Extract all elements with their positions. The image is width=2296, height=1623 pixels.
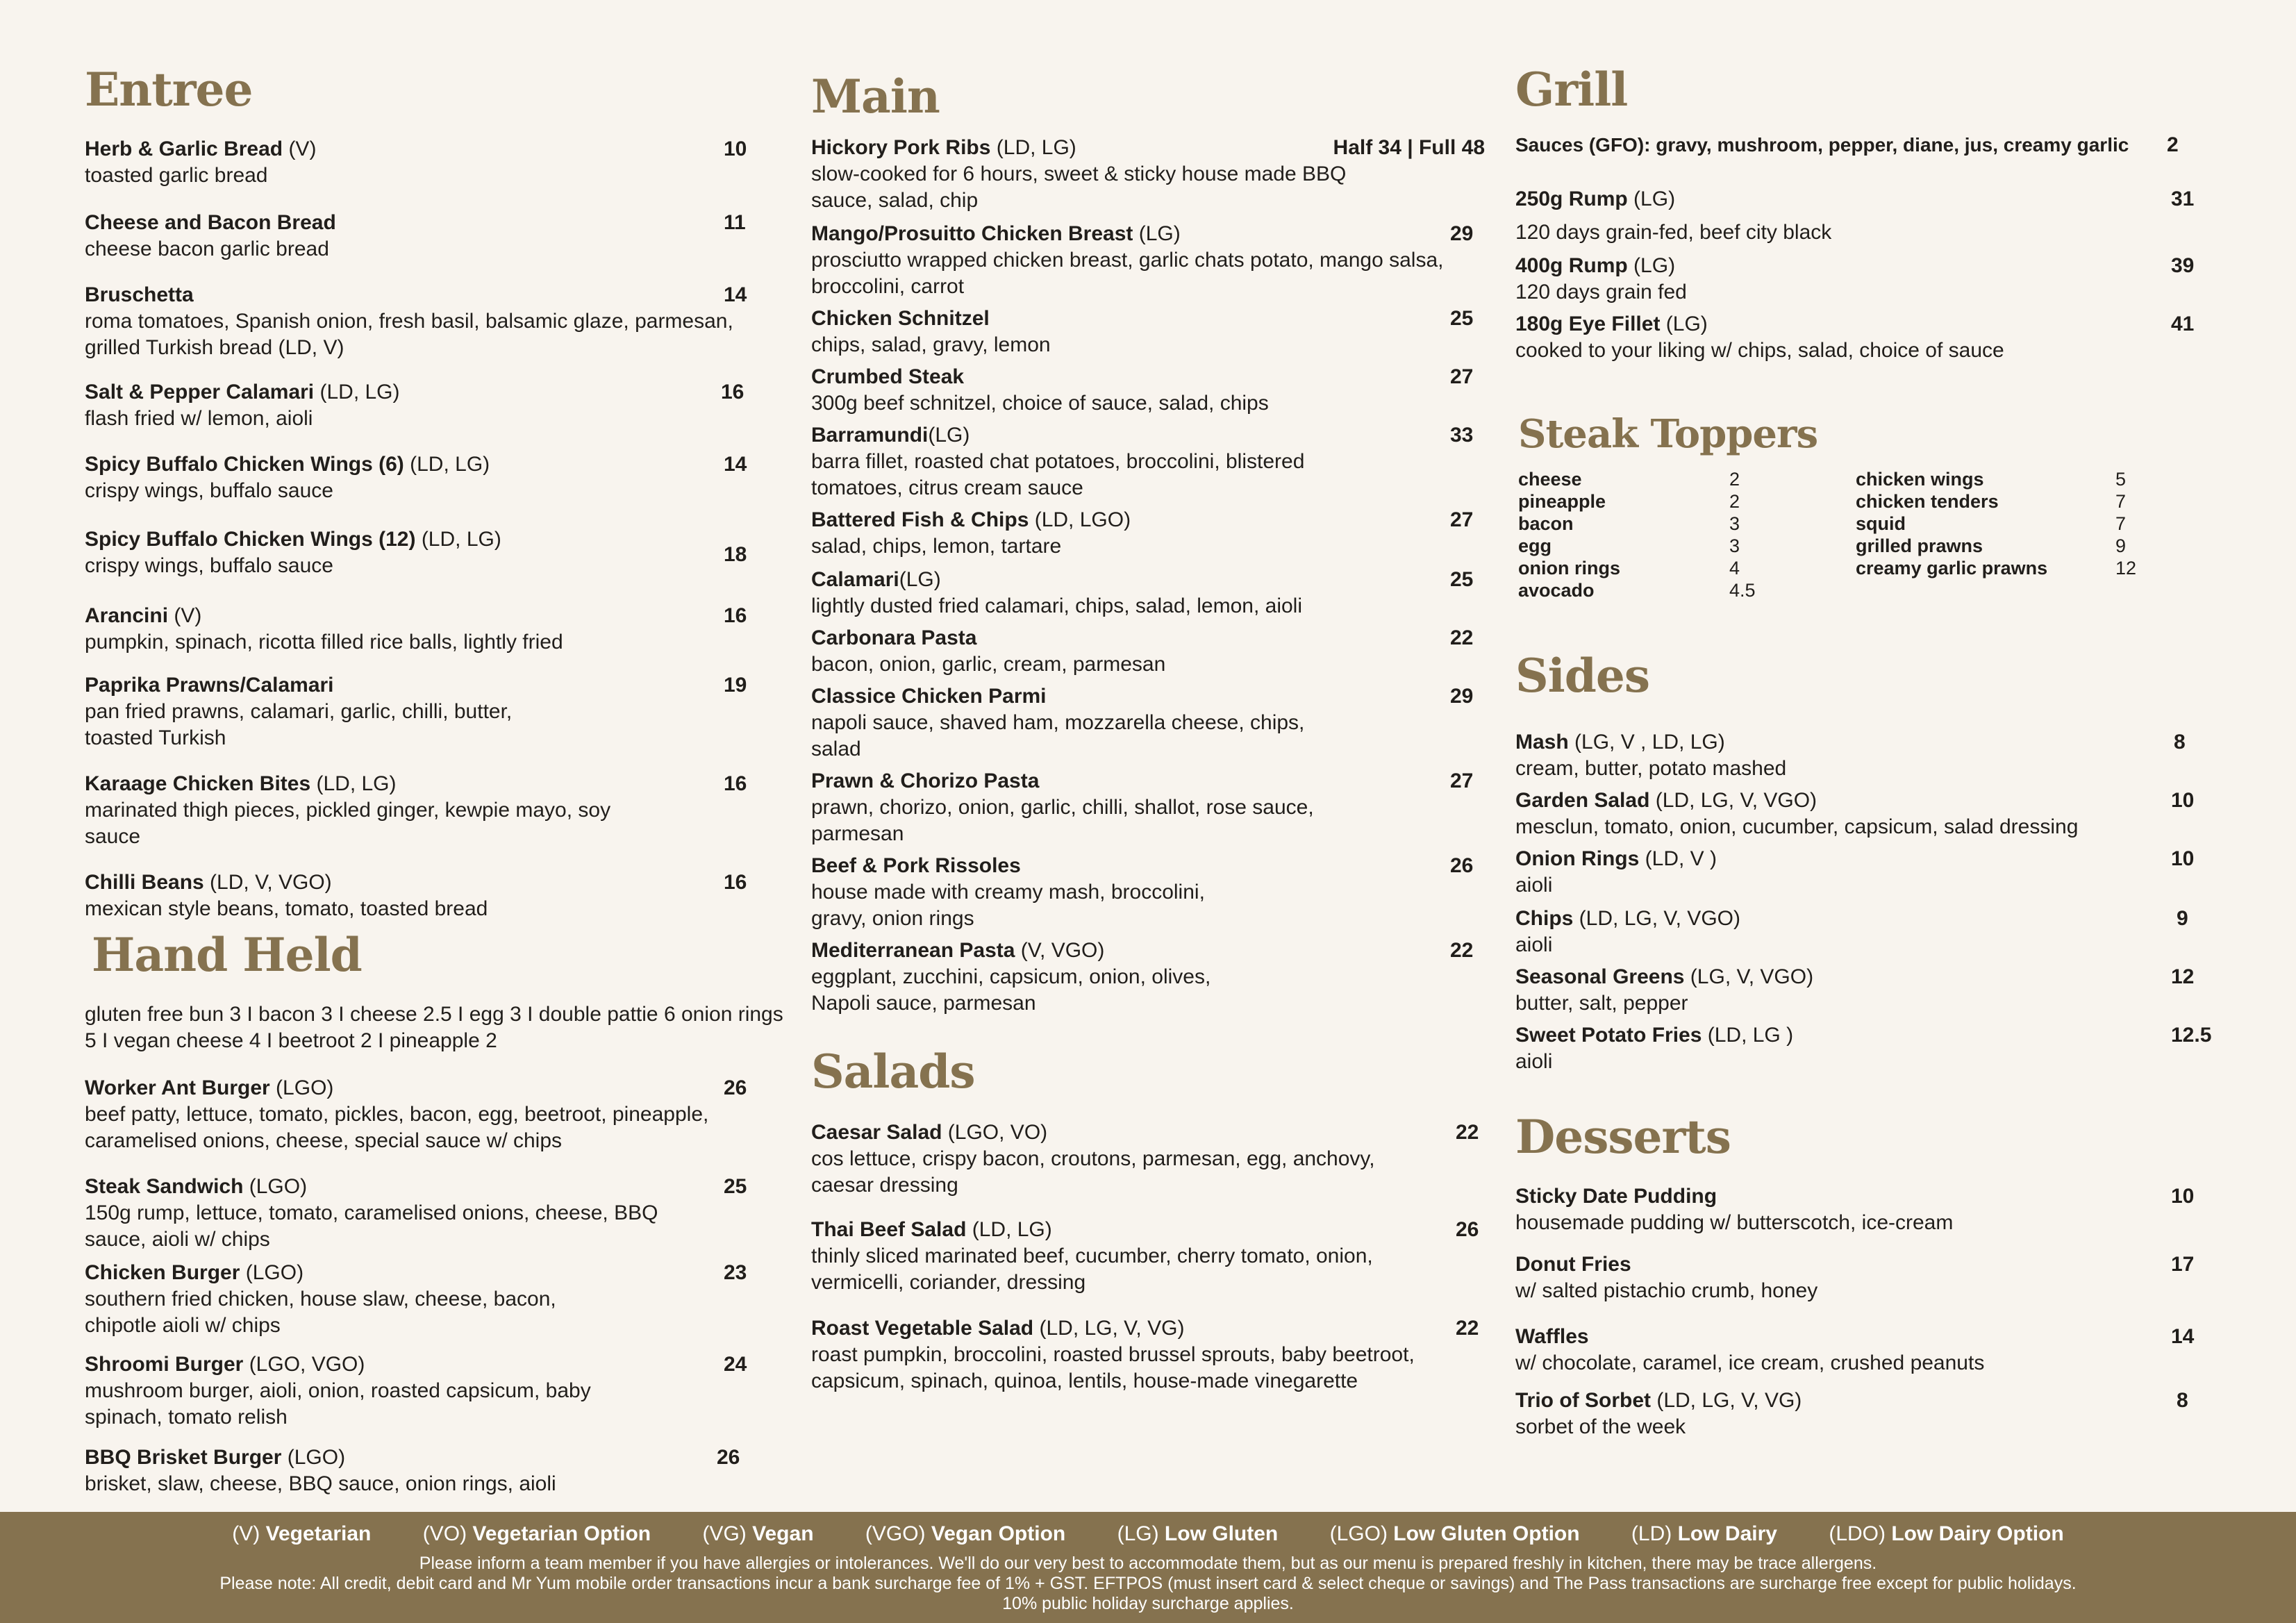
item-price: 16 xyxy=(724,772,747,795)
item-description: cos lettuce, crispy bacon, croutons, parmesan, egg, anchovy, caesar dressing xyxy=(811,1147,1375,1197)
item-name: Trio of Sorbet xyxy=(1515,1389,1651,1412)
topper-price: 2 xyxy=(1729,469,1740,490)
topper-price: 4 xyxy=(1729,558,1740,579)
item-price: 10 xyxy=(2171,847,2195,870)
legend-code: (VO) xyxy=(422,1522,467,1545)
item-name: Barramundi xyxy=(811,424,929,447)
topper-price: 5 xyxy=(2115,469,2127,490)
item-price: 9 xyxy=(2177,907,2188,930)
item-price: 25 xyxy=(1450,307,1474,330)
item-tags: (LG) xyxy=(1627,254,1676,277)
item-price: 10 xyxy=(724,138,747,160)
item-description: brisket, slaw, cheese, BBQ sauce, onion rings, aioli xyxy=(85,1472,556,1495)
steak-toppers-title: Steak Toppers xyxy=(1518,411,1818,457)
topper-name: onion rings xyxy=(1518,558,1620,579)
item-description: southern fried chicken, house slaw, cheese, bacon, chipotle aioli w/ chips xyxy=(85,1288,556,1337)
grill-title: Grill xyxy=(1515,63,1628,117)
topper-name: squid xyxy=(1856,513,1906,534)
item-name: Waffles xyxy=(1515,1325,1589,1348)
item-description: w/ salted pistachio crumb, honey xyxy=(1515,1279,1818,1302)
menu-item xyxy=(1515,1022,2224,1075)
item-tags: (V) xyxy=(168,604,202,627)
item-price: 8 xyxy=(2177,1389,2188,1412)
legend-code: (VG) xyxy=(702,1522,747,1545)
item-description: sorbet of the week xyxy=(1515,1415,1686,1438)
item-description: house made with creamy mash, broccolini, gravy, onion rings xyxy=(811,881,1205,930)
item-price: 27 xyxy=(1450,508,1474,531)
item-name: Battered Fish & Chips xyxy=(811,508,1029,531)
menu-item xyxy=(85,1445,793,1497)
item-tags: (LG, V , LD, LG) xyxy=(1568,731,1725,754)
menu-item xyxy=(811,135,1485,214)
item-description: 120 days grain-fed, beef city black xyxy=(1515,221,1832,244)
topper-price: 7 xyxy=(2115,513,2127,534)
item-description: chips, salad, gravy, lemon xyxy=(811,333,1051,356)
holiday-note: 10% public holiday surcharge applies. xyxy=(1002,1594,1294,1613)
item-tags: (LG) xyxy=(899,568,941,591)
item-description: napoli sauce, shaved ham, mozzarella cheese, chips, salad xyxy=(811,711,1305,760)
menu-item xyxy=(1515,1183,2224,1236)
sauces-text: Sauces (GFO): gravy, mushroom, pepper, diane, jus, creamy garlic xyxy=(1515,134,2129,156)
item-description: flash fried w/ lemon, aioli xyxy=(85,407,313,430)
item-tags: (LG) xyxy=(1133,222,1181,245)
item-name: Chips xyxy=(1515,907,1574,930)
menu-item xyxy=(811,364,1485,417)
item-name: Roast Vegetable Salad xyxy=(811,1317,1034,1340)
menu-item xyxy=(85,771,793,850)
item-description: prosciutto wrapped chicken breast, garlic chats potato, mango salsa, broccolini, carrot xyxy=(811,249,1444,298)
topper-price: 12 xyxy=(2115,558,2137,579)
item-description: pumpkin, spinach, ricotta filled rice balls, lightly fried xyxy=(85,631,563,654)
topper-price: 4.5 xyxy=(1729,580,1756,601)
menu-item xyxy=(1515,253,2224,306)
item-price: 16 xyxy=(721,381,744,403)
legend-code: (LG) xyxy=(1117,1522,1159,1545)
item-price: 14 xyxy=(724,453,747,476)
item-price: 29 xyxy=(1450,685,1474,708)
legend-code: (LGO) xyxy=(1329,1522,1388,1545)
item-name: Beef & Pork Rissoles xyxy=(811,854,1021,877)
item-tags: (LD, LG ) xyxy=(1702,1024,1794,1047)
item-description: eggplant, zucchini, capsicum, onion, olives, Napoli sauce, parmesan xyxy=(811,965,1211,1015)
item-description: pan fried prawns, calamari, garlic, chilli, butter, toasted Turkish xyxy=(85,700,513,749)
legend-label: Vegan Option xyxy=(931,1522,1066,1545)
item-price: Half 34 | Full 48 xyxy=(1333,136,1485,159)
item-name: Onion Rings xyxy=(1515,847,1640,870)
menu-item xyxy=(1515,1324,2224,1376)
item-price: 26 xyxy=(724,1076,747,1099)
menu-item xyxy=(811,938,1485,1017)
item-tags: (LD, LG) xyxy=(310,772,397,795)
item-price: 25 xyxy=(724,1175,747,1198)
item-description: bacon, onion, garlic, cream, parmesan xyxy=(811,653,1166,676)
item-tags: (LD, LG) xyxy=(314,381,400,403)
topper-name: cheese xyxy=(1518,469,1582,490)
item-name: Caesar Salad xyxy=(811,1121,942,1144)
menu-item xyxy=(1515,846,2224,899)
item-price: 10 xyxy=(2171,789,2195,812)
item-name: Bruschetta xyxy=(85,283,194,306)
item-tags: (LG) xyxy=(1660,313,1708,335)
item-tags: (LG) xyxy=(928,424,970,447)
topper-price: 3 xyxy=(1729,535,1740,556)
item-description: barra fillet, roasted chat potatoes, broccolini, blistered tomatoes, citrus cream sauce xyxy=(811,450,1305,499)
item-name: 180g Eye Fillet xyxy=(1515,313,1661,335)
item-tags: (V, VGO) xyxy=(1015,939,1105,962)
item-description: crispy wings, buffalo sauce xyxy=(85,479,333,502)
item-price: 29 xyxy=(1450,222,1474,245)
item-name: Seasonal Greens xyxy=(1515,965,1685,988)
topper-price: 9 xyxy=(2115,535,2127,556)
desserts-title: Desserts xyxy=(1515,1110,1731,1164)
item-price: 16 xyxy=(724,871,747,894)
item-price: 26 xyxy=(1450,854,1474,877)
topper-name: avocado xyxy=(1518,580,1595,601)
menu-item xyxy=(85,451,793,504)
menu-item xyxy=(811,683,1485,763)
item-description: roma tomatoes, Spanish onion, fresh basil, balsamic glaze, parmesan, grilled Turkish bread (LD, V) xyxy=(85,310,733,359)
item-price: 14 xyxy=(2171,1325,2195,1348)
item-name: BBQ Brisket Burger xyxy=(85,1446,282,1469)
legend-label: Low Dairy xyxy=(1677,1522,1777,1545)
item-name: Spicy Buffalo Chicken Wings (6) xyxy=(85,453,404,476)
item-description: beef patty, lettuce, tomato, pickles, bacon, egg, beetroot, pineapple, caramelised onions, cheese, special sauce w/ chips xyxy=(85,1103,709,1152)
menu-item xyxy=(811,1120,1485,1199)
menu-item xyxy=(85,603,793,656)
item-name: Arancini xyxy=(85,604,169,627)
menu-item xyxy=(85,1075,793,1154)
item-name: Paprika Prawns/Calamari xyxy=(85,674,334,697)
menu-item xyxy=(85,136,793,189)
grill-sauces xyxy=(1515,132,2224,158)
item-name: Karaage Chicken Bites xyxy=(85,772,311,795)
legend-label: Low Dairy Option xyxy=(1891,1522,2064,1545)
item-name: Spicy Buffalo Chicken Wings (12) xyxy=(85,528,416,551)
menu-item xyxy=(1515,311,2224,364)
item-price: 23 xyxy=(724,1261,747,1284)
menu-item xyxy=(85,672,793,751)
item-price: 22 xyxy=(1450,626,1474,649)
item-tags: (LGO) xyxy=(269,1076,334,1099)
legend-code: (VGO) xyxy=(865,1522,926,1545)
item-tags: (LD, LG, V, VG) xyxy=(1033,1317,1185,1340)
item-description: slow-cooked for 6 hours, sweet & sticky house made BBQ sauce, salad, chip xyxy=(811,163,1347,212)
menu-item xyxy=(811,1217,1485,1296)
menu-item xyxy=(811,567,1485,619)
item-tags: (LG) xyxy=(1627,188,1676,210)
item-tags: (LGO, VO) xyxy=(942,1121,1048,1144)
menu-item xyxy=(1515,906,2224,958)
item-name: Prawn & Chorizo Pasta xyxy=(811,769,1040,792)
menu-item xyxy=(811,422,1485,501)
topper-name: creamy garlic prawns xyxy=(1856,558,2048,579)
topper-price: 2 xyxy=(1729,491,1740,512)
item-tags: (LD, LG) xyxy=(415,528,501,551)
item-name: Worker Ant Burger xyxy=(85,1076,270,1099)
topper-price: 7 xyxy=(2115,491,2127,512)
item-tags: (LGO) xyxy=(281,1446,346,1469)
item-price: 25 xyxy=(1450,568,1474,591)
item-name: Classice Chicken Parmi xyxy=(811,685,1047,708)
menu-item xyxy=(85,869,793,922)
item-name: 400g Rump xyxy=(1515,254,1628,277)
menu-item xyxy=(811,306,1485,358)
menu-item xyxy=(1515,186,2224,246)
item-tags: (LD, LG, V, VG) xyxy=(1651,1389,1802,1412)
item-description: marinated thigh pieces, pickled ginger, kewpie mayo, soy sauce xyxy=(85,799,611,848)
item-description: prawn, chorizo, onion, garlic, chilli, shallot, rose sauce, parmesan xyxy=(811,796,1314,845)
item-price: 18 xyxy=(724,543,747,566)
item-description: 300g beef schnitzel, choice of sauce, salad, chips xyxy=(811,392,1269,415)
item-description: roast pumpkin, broccolini, roasted brussel sprouts, baby beetroot, capsicum, spinach, quinoa, lentils, house-made vinegarette xyxy=(811,1343,1415,1392)
item-name: Chilli Beans xyxy=(85,871,204,894)
menu-item xyxy=(85,282,793,361)
sides-title: Sides xyxy=(1515,649,1650,703)
item-description: cooked to your liking w/ chips, salad, choice of sauce xyxy=(1515,339,2004,362)
item-price: 14 xyxy=(724,283,747,306)
item-tags: (LD, LG) xyxy=(990,136,1076,159)
item-price: 16 xyxy=(724,604,747,627)
item-tags: (LGO) xyxy=(243,1175,308,1198)
item-description: butter, salt, pepper xyxy=(1515,992,1688,1015)
item-description: 120 days grain fed xyxy=(1515,281,1687,303)
item-tags: (LD, LG, V, VGO) xyxy=(1649,789,1817,812)
hand-held-title: Hand Held xyxy=(92,928,362,982)
item-tags: (LD, LGO) xyxy=(1029,508,1131,531)
item-price: 12.5 xyxy=(2171,1024,2212,1047)
item-name: Chicken Burger xyxy=(85,1261,240,1284)
topper-name: grilled prawns xyxy=(1856,535,1983,556)
item-description: 150g rump, lettuce, tomato, caramelised onions, cheese, BBQ sauce, aioli w/ chips xyxy=(85,1201,658,1251)
legend-label: Low Gluten Option xyxy=(1393,1522,1580,1545)
item-price: 10 xyxy=(2171,1185,2195,1208)
item-description: lightly dusted fried calamari, chips, salad, lemon, aioli xyxy=(811,594,1303,617)
item-description: aioli xyxy=(1515,874,1553,897)
menu-item xyxy=(811,1315,1485,1395)
item-tags: (LD, LG, V, VGO) xyxy=(1573,907,1740,930)
menu-item xyxy=(85,379,793,432)
item-price: 31 xyxy=(2171,188,2195,210)
item-price: 33 xyxy=(1450,424,1474,447)
menu-item xyxy=(85,210,793,263)
item-name: Donut Fries xyxy=(1515,1253,1631,1276)
steak-toppers-list xyxy=(1518,468,2199,607)
legend-code: (V) xyxy=(232,1522,260,1545)
menu-item xyxy=(1515,1251,2224,1304)
item-description: salad, chips, lemon, tartare xyxy=(811,535,1062,558)
item-tags: (LD, V ) xyxy=(1639,847,1717,870)
item-tags: (LD, LG) xyxy=(404,453,490,476)
item-name: Cheese and Bacon Bread xyxy=(85,211,336,234)
item-description: housemade pudding w/ butterscotch, ice-cream xyxy=(1515,1211,1954,1234)
item-name: Salt & Pepper Calamari xyxy=(85,381,315,403)
sauces-price: 2 xyxy=(2167,133,2179,156)
item-name: 250g Rump xyxy=(1515,188,1628,210)
menu-item xyxy=(1515,788,2224,840)
item-tags: (LG, V, VGO) xyxy=(1684,965,1814,988)
item-description: mushroom burger, aioli, onion, roasted capsicum, baby spinach, tomato relish xyxy=(85,1379,591,1429)
topper-name: pineapple xyxy=(1518,491,1606,512)
topper-price: 3 xyxy=(1729,513,1740,534)
footer xyxy=(0,1512,2296,1623)
menu-item xyxy=(85,1174,793,1253)
item-name: Sticky Date Pudding xyxy=(1515,1185,1717,1208)
allergy-note: Please inform a team member if you have allergies or intolerances. We'll do our very best to accommodate them, but as our menu is prepared freshly in kitchen, there may be trace allergens. xyxy=(419,1554,1877,1573)
menu-item xyxy=(1515,964,2224,1017)
legend-label: Vegan xyxy=(752,1522,814,1545)
item-price: 26 xyxy=(717,1446,740,1469)
topper-name: egg xyxy=(1518,535,1552,556)
item-price: 17 xyxy=(2171,1253,2195,1276)
legend-label: Low Gluten xyxy=(1164,1522,1279,1545)
item-name: Herb & Garlic Bread xyxy=(85,138,283,160)
item-description: thinly sliced marinated beef, cucumber, cherry tomato, onion, vermicelli, coriander, dressing xyxy=(811,1245,1373,1294)
item-description: w/ chocolate, caramel, ice cream, crushed peanuts xyxy=(1515,1351,1985,1374)
topper-name: chicken wings xyxy=(1856,469,1984,490)
menu-item xyxy=(85,1351,793,1431)
item-price: 27 xyxy=(1450,769,1474,792)
topper-name: chicken tenders xyxy=(1856,491,1999,512)
item-tags: (LGO, VGO) xyxy=(243,1353,365,1376)
surcharge-note: Please note: All credit, debit card and Mr Yum mobile order transactions incur a bank surcharge fee of 1% + GST. EFTPOS (must insert card & select cheque or savings) and The Pass transactions are surcharge free except for public holidays. xyxy=(219,1574,2077,1593)
item-tags: (LGO) xyxy=(240,1261,304,1284)
item-tags: (V) xyxy=(283,138,317,160)
item-name: Mango/Prosuitto Chicken Breast xyxy=(811,222,1133,245)
salads-title: Salads xyxy=(811,1044,975,1099)
menu-item xyxy=(85,526,793,579)
item-name: Chicken Schnitzel xyxy=(811,307,990,330)
item-description: mesclun, tomato, onion, cucumber, capsicum, salad dressing xyxy=(1515,815,2079,838)
legend-code: (LDO) xyxy=(1829,1522,1886,1545)
item-price: 26 xyxy=(1456,1218,1479,1241)
item-price: 22 xyxy=(1456,1317,1479,1340)
item-price: 39 xyxy=(2171,254,2195,277)
item-description: aioli xyxy=(1515,933,1553,956)
item-price: 22 xyxy=(1450,939,1474,962)
item-price: 24 xyxy=(724,1353,747,1376)
item-name: Carbonara Pasta xyxy=(811,626,977,649)
menu-item xyxy=(811,853,1485,932)
legend-label: Vegetarian Option xyxy=(472,1522,651,1545)
item-price: 41 xyxy=(2171,313,2195,335)
item-description: cream, butter, potato mashed xyxy=(1515,757,1787,780)
item-description: crispy wings, buffalo sauce xyxy=(85,554,333,577)
item-price: 19 xyxy=(724,674,747,697)
item-price: 8 xyxy=(2174,731,2186,754)
entree-title: Entree xyxy=(85,63,253,117)
item-name: Steak Sandwich xyxy=(85,1175,244,1198)
item-description: mexican style beans, tomato, toasted bread xyxy=(85,897,488,920)
dietary-legend xyxy=(0,1522,2296,1547)
menu-item xyxy=(85,1260,793,1339)
item-price: 11 xyxy=(724,211,746,234)
item-description: aioli xyxy=(1515,1050,1553,1073)
item-price: 27 xyxy=(1450,365,1474,388)
legend-label: Vegetarian xyxy=(265,1522,372,1545)
menu-item xyxy=(811,768,1485,847)
item-price: 22 xyxy=(1456,1121,1479,1144)
menu-item xyxy=(1515,729,2224,782)
menu-item xyxy=(811,625,1485,678)
item-description: cheese bacon garlic bread xyxy=(85,238,329,260)
item-name: Mash xyxy=(1515,731,1569,754)
item-name: Crumbed Steak xyxy=(811,365,965,388)
item-name: Shroomi Burger xyxy=(85,1353,244,1376)
item-tags: (LD, LG) xyxy=(966,1218,1052,1241)
topper-name: bacon xyxy=(1518,513,1574,534)
item-price: 12 xyxy=(2171,965,2195,988)
item-name: Garden Salad xyxy=(1515,789,1650,812)
item-name: Hickory Pork Ribs xyxy=(811,136,991,159)
item-name: Sweet Potato Fries xyxy=(1515,1024,1702,1047)
item-name: Mediterranean Pasta xyxy=(811,939,1015,962)
hand-held-extras: gluten free bun 3 I bacon 3 I cheese 2.5 I egg 3 I double pattie 6 onion rings 5 I vegan cheese 4 I beetroot 2 I pineapple 2 xyxy=(85,1003,783,1052)
menu-item xyxy=(811,507,1485,560)
menu-item xyxy=(1515,1388,2224,1440)
item-name: Calamari xyxy=(811,568,899,591)
item-name: Thai Beef Salad xyxy=(811,1218,967,1241)
legend-code: (LD) xyxy=(1631,1522,1672,1545)
item-tags: (LD, V, VGO) xyxy=(203,871,332,894)
item-description: toasted garlic bread xyxy=(85,164,268,187)
main-title: Main xyxy=(811,69,940,124)
menu-item xyxy=(811,221,1485,300)
footer-notes xyxy=(0,1554,2296,1614)
